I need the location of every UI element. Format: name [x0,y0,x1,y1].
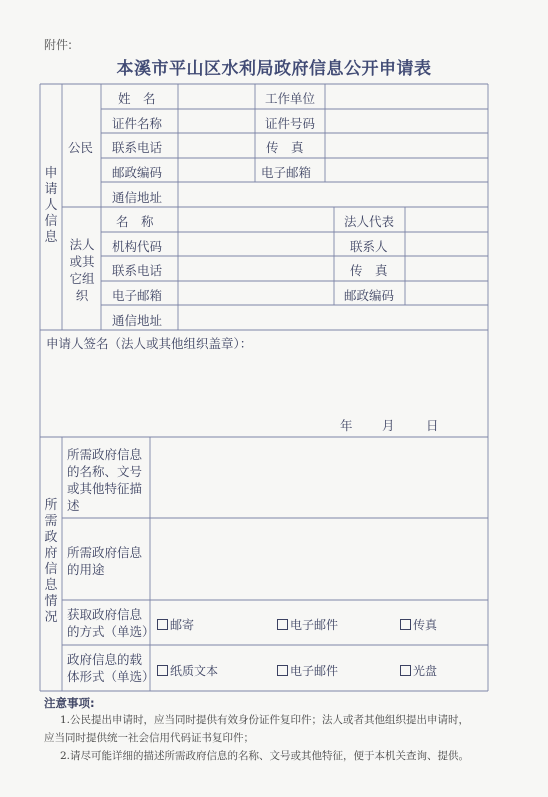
legal-email-field[interactable] [179,282,333,304]
citizen-phone-label: 联系电话 [112,140,163,155]
legal-contact-label: 联系人 [350,239,388,254]
method-option-email[interactable]: 电子邮件 [277,616,338,633]
citizen-group-label: 公民 [68,140,94,155]
carrier-option-disc[interactable]: 光盘 [400,662,437,679]
info-method-label: 获取政府信息的方式（单选） [67,607,155,639]
signature-area[interactable] [41,352,487,412]
legal-address-label: 通信地址 [112,313,163,328]
checkbox-icon [157,619,168,630]
signature-year-label: 年 [340,418,353,433]
legal-address-field[interactable] [179,306,487,329]
legal-rep-field[interactable] [406,208,487,231]
note-line-1: 1.公民提出申请时，应当同时提供有效身份证件复印件；法人或者其他组织提出申请时， [60,714,470,726]
citizen-phone-field[interactable] [179,134,254,157]
citizen-postcode-field[interactable] [179,159,254,181]
legal-org-code-label: 机构代码 [112,239,163,254]
legal-email-label: 电子邮箱 [112,288,163,303]
signature-label: 申请人签名（法人或其他组织盖章）： [46,336,253,351]
legal-fax-field[interactable] [406,257,487,280]
carrier-option-email[interactable]: 电子邮件 [277,662,338,679]
citizen-name-label: 姓 名 [118,91,156,106]
legal-phone-label: 联系电话 [112,263,163,278]
carrier-option-paper[interactable]: 纸质文本 [157,662,218,679]
citizen-id-number-label: 证件号码 [265,116,316,131]
notes-title: 注意事项: [44,696,95,710]
citizen-name-field[interactable] [179,85,254,108]
citizen-address-label: 通信地址 [112,190,163,205]
citizen-employer-label: 工作单位 [265,91,316,106]
form-title: 本溪市平山区水利局政府信息公开申请表 [116,59,432,79]
legal-postcode-field[interactable] [406,282,487,304]
info-use-field[interactable] [151,519,487,599]
citizen-fax-field[interactable] [326,134,487,157]
legal-group-label: 法人 或其 它组 织 [69,237,95,303]
legal-contact-field[interactable] [406,233,487,255]
checkbox-icon [277,665,288,676]
info-carrier-label: 政府信息的载体形式（单选） [67,652,155,684]
legal-org-code-field[interactable] [179,233,333,255]
citizen-postcode-label: 邮政编码 [112,165,163,180]
citizen-email-label: 电子邮箱 [261,165,312,180]
checkbox-icon [400,619,411,630]
legal-rep-label: 法人代表 [344,214,395,229]
info-use-label: 所需政府信息的用途 [67,545,143,577]
citizen-employer-field[interactable] [326,85,487,108]
checkbox-icon [157,665,168,676]
citizen-id-number-field[interactable] [326,110,487,132]
info-desc-field[interactable] [151,438,487,517]
applicant-section-label: 申 请 人 信 息 [44,166,58,245]
signature-month-label: 月 [382,418,395,433]
legal-name-field[interactable] [179,208,333,231]
citizen-email-field[interactable] [326,159,487,181]
checkbox-icon [277,619,288,630]
citizen-id-name-label: 证件名称 [112,116,163,131]
checkbox-icon [400,665,411,676]
citizen-id-name-field[interactable] [179,110,254,132]
legal-fax-label: 传 真 [350,263,388,278]
legal-phone-field[interactable] [179,257,333,280]
info-section-label: 所 需 政 府 信 息 情 况 [44,498,58,625]
note-line-1b: 应当同时提供统一社会信用代码证书复印件； [44,732,254,744]
citizen-fax-label: 传 真 [266,140,304,155]
signature-day-label: 日 [426,418,439,433]
method-option-mail[interactable]: 邮寄 [157,616,194,633]
note-line-2: 2.请尽可能详细的描述所需政府信息的名称、文号或其他特征，便于本机关查询、提供。 [60,750,470,762]
annex-label: 附件: [44,38,73,52]
info-desc-label: 所需政府信息的名称、文号或其他特征描述 [67,447,143,513]
legal-postcode-label: 邮政编码 [344,288,395,303]
legal-name-label: 名 称 [116,214,154,229]
method-option-fax[interactable]: 传真 [400,616,437,633]
citizen-address-field[interactable] [179,183,487,206]
